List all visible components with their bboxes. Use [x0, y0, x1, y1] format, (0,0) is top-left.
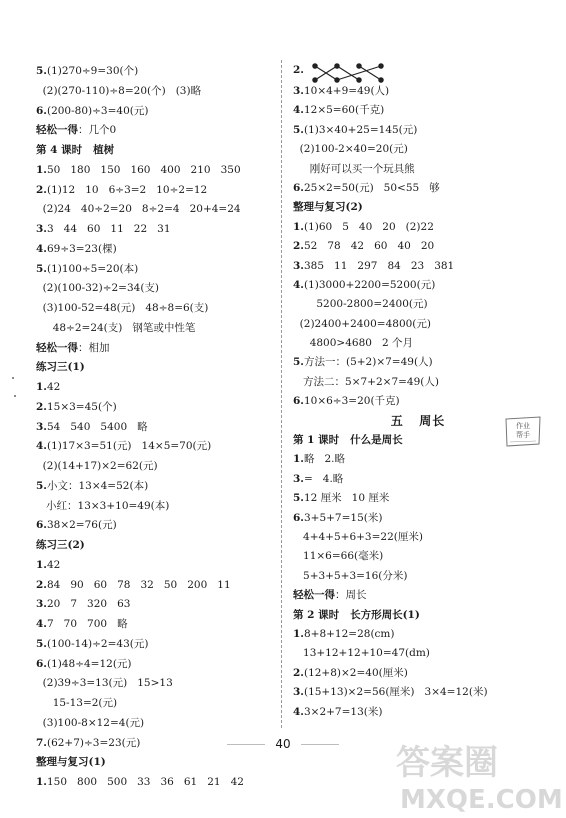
stamp-logo — [503, 414, 543, 450]
question-number: 1. — [36, 558, 47, 571]
answer-line: 5+3+5+3=16(分米) — [293, 569, 408, 582]
answer-line: (2)39÷3=13(元) 15>13 — [36, 677, 173, 690]
chapter-title: 五 周长 — [390, 413, 446, 428]
answer-line — [293, 218, 543, 237]
question-number: 6. — [36, 519, 47, 532]
answer-text: 20 7 320 63 — [46, 598, 131, 611]
answer-text: (62+7)÷3=23(元) — [46, 736, 141, 749]
answer-text: (200-80)÷3=40(元) — [46, 104, 149, 117]
question-number: 3. — [293, 472, 304, 485]
answer-line — [293, 509, 543, 528]
question-number: 3. — [293, 259, 304, 272]
question-number: 5. — [293, 492, 304, 505]
answer-line: (3)100-8×12=4(元) — [36, 716, 145, 729]
question-number: 4. — [293, 104, 304, 117]
answer-line — [36, 615, 274, 635]
answer-line: 13+12+12+10=47(dm) — [293, 647, 430, 660]
question-number: 3. — [36, 223, 47, 235]
answer-text: ：周长 — [335, 589, 367, 602]
answer-line — [36, 516, 274, 536]
answer-text: (1)48÷4=12(元) — [46, 657, 132, 670]
answer-line — [293, 450, 543, 469]
answer-line — [36, 595, 274, 615]
answer-line — [293, 353, 543, 372]
section-heading: 整理与复习(1) — [36, 756, 106, 769]
question-number: 3. — [293, 85, 304, 97]
answer-line: 5200-2800=2400(元) — [293, 298, 428, 311]
answer-line — [36, 398, 274, 418]
answer-text: ：几个0 — [78, 124, 117, 137]
answer-line — [293, 703, 543, 722]
answer-line — [293, 683, 543, 702]
answer-line — [36, 260, 274, 280]
answer-line — [36, 437, 274, 457]
answer-text: 3+5+7=15(米) — [303, 511, 383, 524]
answer-line — [293, 470, 543, 489]
answer-text: 10×4+9=49(人) — [303, 85, 390, 97]
answer-line: 小红：13×3+10=49(本) — [36, 499, 170, 512]
answer-line — [36, 576, 274, 596]
question-number: 2. — [36, 578, 47, 591]
question-number: 4. — [293, 705, 304, 718]
answer-line — [293, 179, 543, 198]
question-number: 2. — [293, 240, 304, 253]
answer-line — [293, 257, 543, 276]
answer-line — [293, 489, 543, 508]
question-number: 5. — [36, 479, 47, 492]
answer-line: 11×6=66(毫米) — [293, 550, 384, 563]
answer-line — [293, 276, 543, 295]
svg-text:作业: 作业 — [516, 422, 530, 430]
answer-text: (12+8)×2=40(厘米) — [303, 666, 408, 679]
answer-text: 7 70 700 略 — [46, 618, 128, 630]
answer-line — [293, 625, 543, 644]
page-number-dash-right — [301, 744, 339, 745]
question-number: 6. — [36, 657, 47, 670]
answer-text: 42 — [46, 558, 61, 571]
question-number: 1. — [36, 776, 47, 788]
question-number: 2. — [36, 400, 47, 413]
answer-line: 刚好可以买一个玩具熊 — [293, 162, 415, 175]
answer-text: 54 540 5400 略 — [46, 420, 148, 433]
question-number: 1. — [36, 163, 47, 176]
answer-text: 小文：13×4=52(本) — [46, 479, 149, 492]
answer-text: (1)60 5 40 20 (2)22 — [303, 220, 434, 233]
answer-line — [36, 220, 274, 240]
question-number: 3. — [36, 420, 47, 433]
svg-text:帮手: 帮手 — [516, 431, 530, 439]
answer-line — [36, 635, 274, 655]
answer-line — [36, 339, 274, 359]
question-number: 5. — [36, 65, 47, 77]
question-number: 4. — [36, 242, 47, 255]
answer-text: = 4.略 — [303, 472, 344, 485]
question-number: 4. — [293, 278, 304, 291]
answer-text: (1)3×40+25=145(元) — [303, 123, 418, 136]
answer-line — [293, 392, 543, 411]
answer-line: (2)(270-110)÷8=20(个) (3)略 — [36, 84, 202, 97]
answer-line — [36, 102, 274, 122]
answer-text: 略 2.略 — [303, 453, 345, 466]
answer-line — [36, 161, 274, 181]
question-number: 5. — [36, 637, 47, 650]
scan-speck — [14, 395, 16, 397]
answer-line: (2)(100-32)÷2=34(支) — [36, 282, 160, 295]
svg-text:MXQE.COM: MXQE.COM — [400, 785, 562, 814]
question-number: 2. — [36, 183, 47, 196]
question-number: 1. — [293, 220, 304, 233]
answer-text: 50 180 150 160 400 210 350 — [46, 163, 241, 176]
question-number: 1. — [36, 381, 47, 393]
section-heading: 练习三(1) — [36, 361, 85, 374]
question-number: 轻松一得 — [36, 341, 78, 354]
question-number: 5. — [293, 123, 304, 136]
answer-text: 12 厘米 10 厘米 — [303, 492, 390, 505]
question-number: 6. — [293, 511, 304, 524]
question-number: 4. — [36, 618, 47, 630]
section-heading: 第 4 课时 植树 — [36, 144, 115, 156]
answer-line: 4800>4680 2 个月 — [293, 337, 413, 350]
answer-line — [293, 101, 543, 120]
scan-speck — [12, 377, 14, 379]
question-number: 1. — [293, 627, 304, 640]
right-answers-part-2 — [293, 431, 543, 722]
answer-text: 84 90 60 78 32 50 200 11 — [46, 578, 231, 591]
matching-question-number: 2. — [293, 64, 304, 76]
answer-text: 25×2=50(元) 50<55 够 — [303, 181, 440, 194]
answer-line — [293, 586, 543, 605]
answer-line — [36, 62, 274, 82]
svg-text:答案圈: 答案圈 — [396, 743, 498, 783]
answer-text: 方法一：(5+2)×7=49(人) — [303, 356, 433, 369]
answer-text: 42 — [46, 381, 61, 393]
answer-text: (1)3000+2200=5200(元) — [303, 278, 436, 291]
column-divider — [281, 60, 282, 728]
answer-line: 方法二：5×7+2×7=49(人) — [293, 375, 439, 388]
question-number: 轻松一得 — [293, 589, 335, 602]
question-number: 5. — [36, 262, 47, 275]
answer-line — [36, 556, 274, 576]
question-number: 6. — [293, 181, 304, 194]
answer-line — [36, 477, 274, 497]
answer-text: (15+13)×2=56(厘米) 3×4=12(米) — [303, 686, 488, 699]
answer-line — [36, 418, 274, 438]
question-number: 3. — [36, 598, 47, 611]
answer-line — [36, 773, 274, 793]
right-answer-column — [293, 62, 543, 722]
answer-line: 15-13=2(元) — [36, 697, 118, 709]
answer-text: (1)100÷5=20(本) — [46, 262, 139, 275]
question-number: 2. — [293, 666, 304, 679]
answer-line — [36, 240, 274, 260]
answer-text: 3×2+7=13(米) — [303, 705, 383, 718]
answer-line — [293, 664, 543, 683]
section-heading: 第 1 课时 什么是周长 — [293, 434, 403, 447]
section-heading: 整理与复习(2) — [293, 201, 363, 214]
question-number: 5. — [293, 356, 304, 369]
answer-line: (3)100-52=48(元) 48÷8=6(支) — [36, 302, 209, 314]
answer-line — [293, 121, 543, 140]
question-number: 3. — [293, 686, 304, 699]
right-answers-part-1 — [293, 82, 543, 412]
answer-text: 38×2=76(元) — [46, 519, 117, 532]
answer-text: 8+8+12=28(cm) — [303, 627, 395, 640]
question-number: 7. — [36, 736, 47, 749]
page-number-dash-left — [227, 744, 265, 745]
answer-line — [293, 82, 543, 101]
section-heading: 练习三(2) — [36, 539, 85, 551]
answer-text: 12×5=60(千克) — [303, 104, 385, 117]
answer-line: 48÷2=24(支) 钢笔或中性笔 — [36, 321, 196, 334]
answer-line: 4+4+5+6+3=22(厘米) — [293, 530, 423, 543]
answer-text: (1)17×3=51(元) 14×5=70(元) — [46, 440, 212, 453]
answer-text: ：相加 — [78, 341, 110, 354]
matching-diagram-row — [293, 62, 543, 82]
answer-line — [36, 181, 274, 201]
answer-line: (2)24 40÷2=20 8÷2=4 20+4=24 — [36, 203, 241, 216]
answer-text: (1)12 10 6÷3=2 10÷2=12 — [46, 183, 208, 196]
question-number: 6. — [293, 395, 304, 408]
answer-line — [36, 121, 274, 141]
question-number: 4. — [36, 440, 47, 453]
answer-line: (2)100-2×40=20(元) — [293, 143, 408, 156]
answer-text: 3 44 60 11 22 31 — [46, 223, 171, 235]
answer-line: (2)(14+17)×2=62(元) — [36, 460, 158, 472]
answer-text: 15×3=45(个) — [46, 400, 117, 413]
answer-text: (100-14)÷2=43(元) — [46, 637, 149, 650]
answer-text: 69÷3=23(棵) — [46, 242, 117, 255]
left-answer-column — [36, 62, 274, 793]
section-heading: 第 2 课时 长方形周长(1) — [293, 608, 420, 621]
answer-text: 385 11 297 84 23 381 — [303, 259, 455, 272]
answer-line — [36, 378, 274, 398]
question-number: 1. — [293, 453, 304, 466]
answer-text: (1)270÷9=30(个) — [46, 65, 139, 77]
answer-text: 10×6÷3=20(千克) — [303, 395, 400, 408]
answer-text: 150 800 500 33 36 61 21 42 — [46, 776, 244, 788]
matching-lines-diagram — [307, 62, 399, 84]
answer-line — [293, 237, 543, 256]
question-number: 轻松一得 — [36, 124, 78, 137]
answer-line — [36, 655, 274, 675]
watermark-logo — [382, 736, 562, 814]
answer-line: (2)2400+2400=4800(元) — [293, 317, 432, 330]
answer-text: 52 78 42 60 40 20 — [303, 240, 435, 253]
page-number: 40 — [0, 737, 566, 751]
question-number: 6. — [36, 104, 47, 117]
